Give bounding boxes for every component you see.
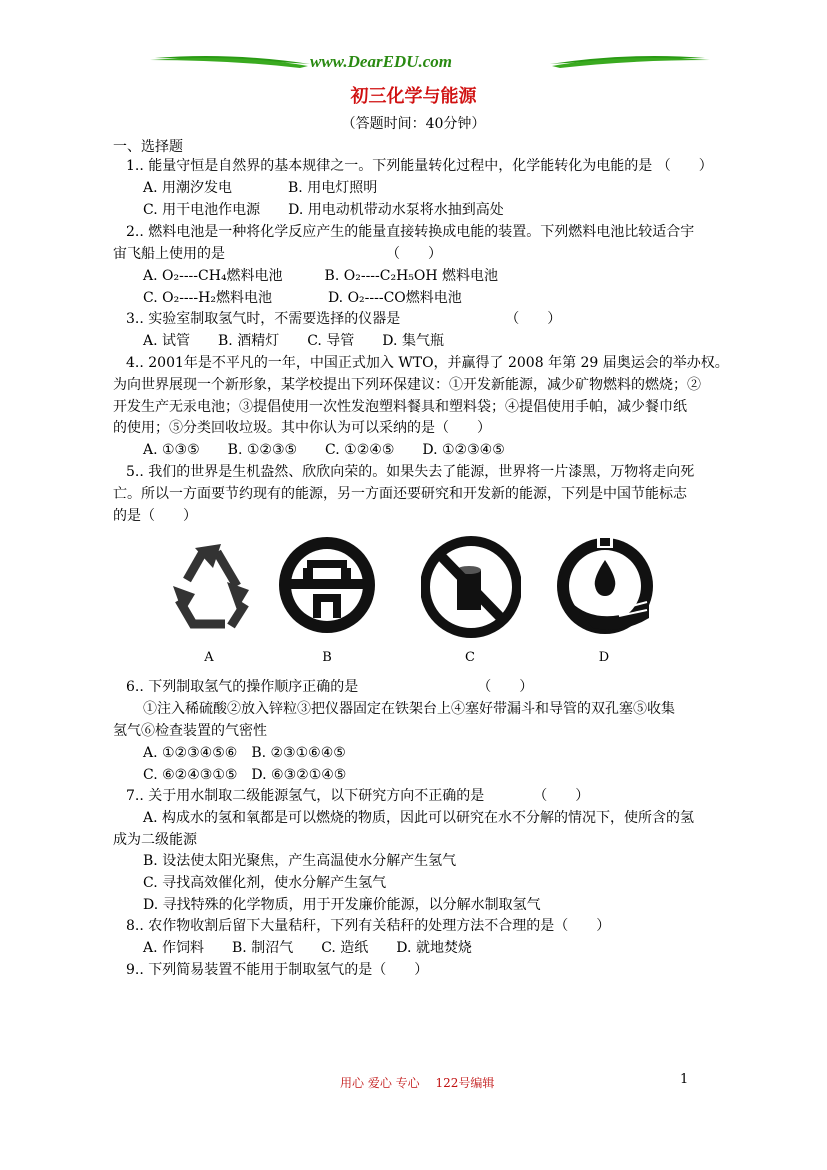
q4-stem-cont2: 开发生产无汞电池；③提倡使用一次性发泡塑料餐具和塑料袋；④提倡使用手帕，减少餐巾纸 [113, 399, 687, 415]
recycle-icon [165, 538, 255, 638]
logo-label-d: D [598, 650, 610, 665]
water-drop-hand-icon [553, 532, 657, 640]
page-number: 1 [680, 1072, 689, 1087]
q7-option-b: B. 设法使太阳光聚焦，产生高温使水分解产生氢气 [143, 853, 457, 869]
q4-stem-cont1: 为向世界展现一个新形象，某学校提出下列环保建议：①开发新能源，减少矿物燃料的燃烧；② [113, 377, 701, 393]
q6-stem-cont1: ①注入稀硫酸②放入锌粒③把仪器固定在铁架台上④塞好带漏斗和导管的双孔塞⑤收集 [143, 701, 675, 717]
q3-options: A. 试管 B. 酒精灯 C. 导管 D. 集气瓶 [143, 333, 444, 349]
page-footer: 用心 爱心 专心 122号编辑 [340, 1076, 495, 1090]
logo-label-c: C [465, 650, 475, 665]
page-title: 初三化学与能源 [350, 86, 477, 107]
q6-options-cd: C. ⑥②④③①⑤ D. ⑥③②①④⑤ [143, 767, 347, 783]
no-oil-drum-icon [421, 534, 521, 640]
q7-option-a-cont: 成为二级能源 [113, 832, 197, 848]
section-heading: 一、选择题 [113, 139, 183, 155]
q7-option-d: D. 寻找特殊的化学物质，用于开发廉价能源，以分解水制取氢气 [143, 897, 541, 913]
q4-stem: 4.. 2001年是不平凡的一年，中国正式加入 WTO，并赢得了 2008 年第 29 届奥运会的举办权。 [126, 355, 729, 371]
page-subtitle: （答题时间：40分钟） [341, 116, 486, 132]
site-header: www.DearEDU.com [310, 52, 452, 71]
q2-options-ab: A. O₂----CH₄燃料电池 B. O₂----C₂H₅OH 燃料电池 [143, 268, 499, 284]
q3-stem: 3.. 实验室制取氢气时，不需要选择的仪器是 （ ） [126, 311, 562, 327]
q5-stem: 5.. 我们的世界是生机盎然、欣欣向荣的。如果失去了能源，世界将一片漆黑，万物将走向死 [126, 464, 695, 480]
q2-options-cd: C. O₂----H₂燃料电池 D. O₂----CO燃料电池 [143, 290, 462, 306]
q6-options-ab: A. ①②③④⑤⑥ B. ②③①⑥④⑤ [143, 745, 346, 761]
q7-stem: 7.. 关于用水制取二级能源氢气，以下研究方向不正确的是 （ ） [126, 788, 590, 804]
q4-options: A. ①③⑤ B. ①②③⑤ C. ①②④⑤ D. ①②③④⑤ [143, 442, 505, 458]
q5-stem-cont1: 亡。所以一方面要节约现有的能源，另一方面还要研究和开发新的能源，下列是中国节能标志 [113, 486, 687, 502]
q4-stem-cont3: 的使用；⑤分类回收垃圾。其中你认为可以采纳的是（ ） [113, 420, 491, 436]
q8-stem: 8.. 农作物收割后留下大量秸秆，下列有关秸秆的处理方法不合理的是（ ） [126, 918, 611, 934]
q7-option-a: A. 构成水的氢和氧都是可以燃烧的物质，因此可以研究在水不分解的情况下，使所含的氢 [143, 810, 695, 826]
q9-stem: 9.. 下列简易装置不能用于制取氢气的是（ ） [126, 962, 429, 978]
q1-options-cd: C. 用干电池作电源 D. 用电动机带动水泵将水抽到高处 [143, 202, 504, 218]
q1-options-ab: A. 用潮汐发电 B. 用电灯照明 [143, 180, 378, 196]
q2-stem: 2.. 燃料电池是一种将化学反应产生的能量直接转换成电能的装置。下列燃料电池比较适合宇 [126, 224, 695, 240]
q6-stem: 6.. 下列制取氢气的操作顺序正确的是 （ ） [126, 679, 534, 695]
q8-options: A. 作饲料 B. 制沼气 C. 造纸 D. 就地焚烧 [143, 940, 472, 956]
q5-stem-cont2: 的是（ ） [113, 508, 197, 524]
energy-saving-sign-icon [277, 530, 377, 640]
q6-stem-cont2: 氢气⑥检查装置的气密性 [113, 723, 267, 739]
q7-option-c: C. 寻找高效催化剂，使水分解产生氢气 [143, 875, 387, 891]
logo-label-a: A [204, 650, 214, 665]
logo-label-b: B [322, 650, 332, 665]
q1-stem: 1.. 能量守恒是自然界的基本规律之一。下列能量转化过程中，化学能转化为电能的是 （ ） [126, 158, 713, 174]
q2-stem-cont: 宙飞船上使用的是 （ ） [113, 246, 442, 262]
